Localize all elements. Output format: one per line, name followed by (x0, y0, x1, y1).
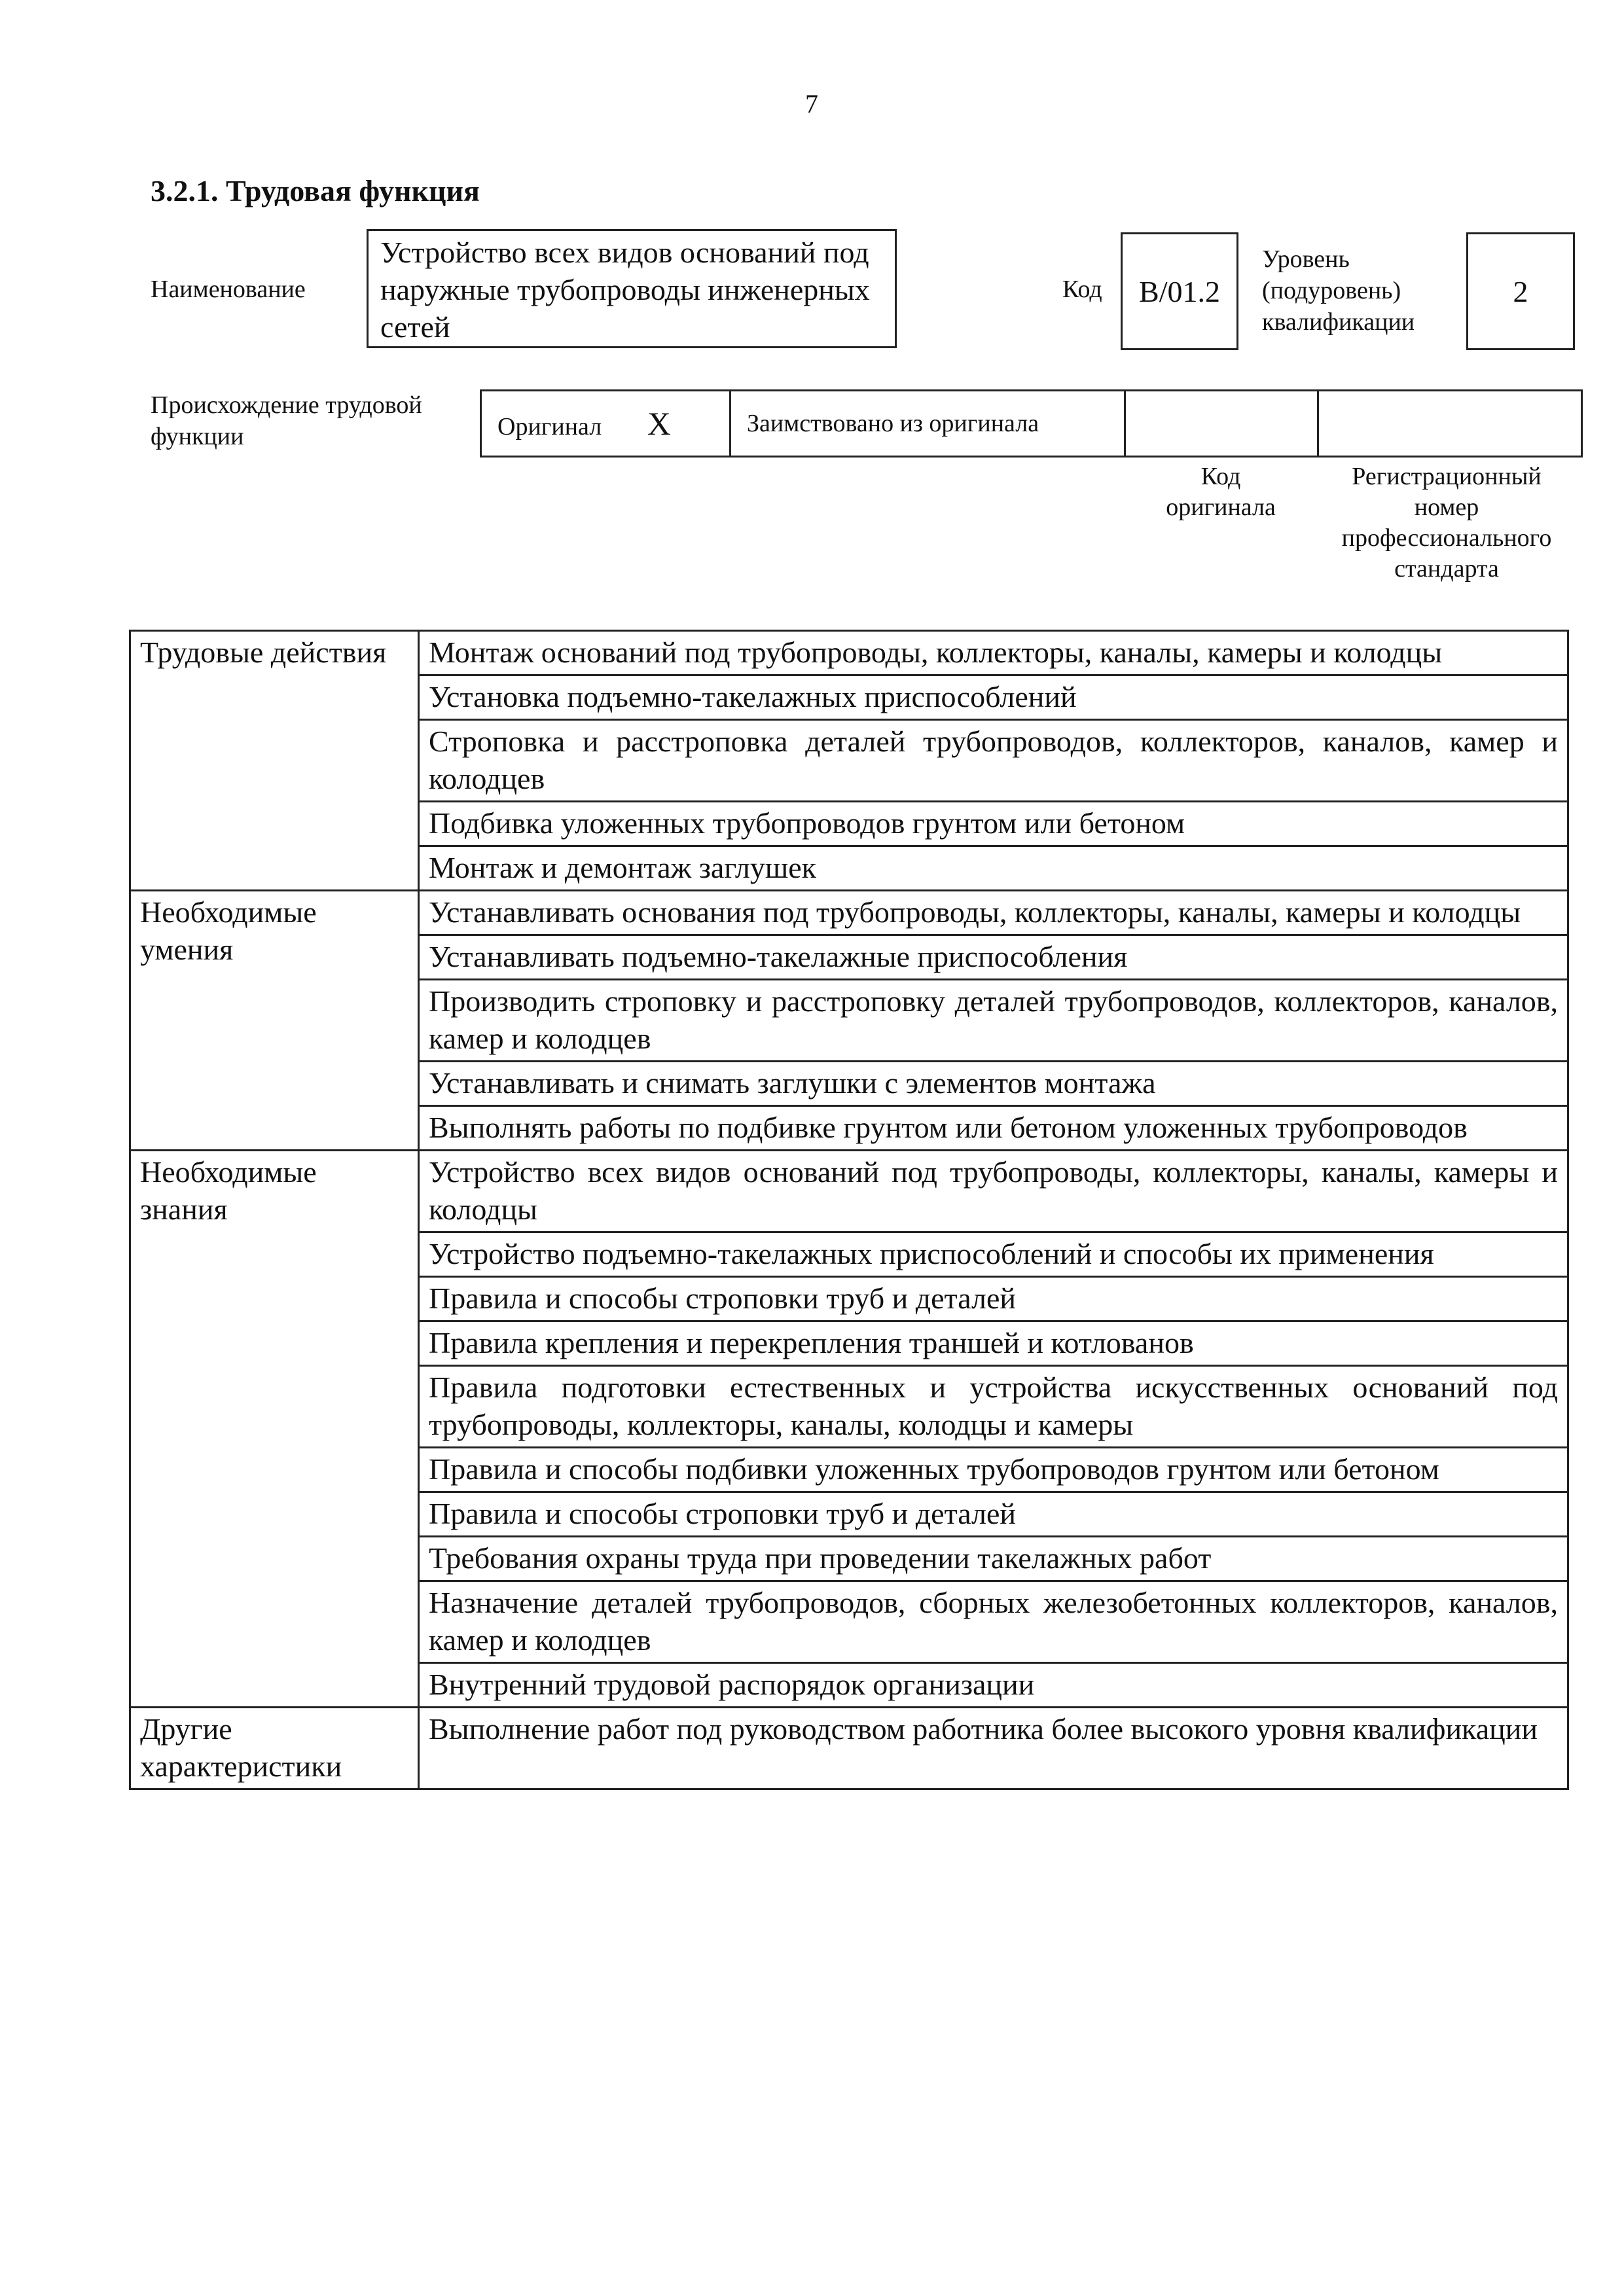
item-cell: Устанавливать основания под трубопроводы, коллекторы, каналы, камеры и колодцы (419, 891, 1568, 935)
item-cell: Правила и способы строповки труб и деталей (419, 1492, 1568, 1537)
level-label-line1: Уровень (1262, 245, 1350, 273)
item-cell: Правила и способы строповки труб и деталей (419, 1277, 1568, 1321)
original-label: Оригинал (497, 413, 602, 440)
item-cell: Внутренний трудовой распорядок организации (419, 1663, 1568, 1708)
table-row (130, 1151, 1568, 1232)
origin-table (480, 389, 1583, 457)
original-code-cell (1125, 391, 1318, 457)
original-mark: X (647, 405, 671, 442)
level-label-line3: квалификации (1262, 308, 1415, 336)
labor-function-table (129, 630, 1569, 1790)
item-cell: Устанавливать и снимать заглушки с элементов монтажа (419, 1062, 1568, 1106)
item-cell: Устройство подъемно-такелажных приспособлений и способы их применения (419, 1232, 1568, 1277)
function-code-box (1121, 232, 1238, 350)
function-name-box: Устройство всех видов оснований под наружные трубопроводы инженерных сетей (367, 229, 897, 348)
item-cell: Монтаж оснований под трубопроводы, коллекторы, каналы, камеры и колодцы (419, 631, 1568, 675)
item-cell: Выполнять работы по подбивке грунтом или бетоном уложенных трубопроводов (419, 1106, 1568, 1151)
category-cell: Трудовые действия (130, 631, 419, 891)
name-label: Наименование (151, 276, 306, 303)
reg-caption-line4: стандарта (1394, 555, 1499, 583)
origin-label (151, 389, 422, 452)
qualification-level-value: 2 (1513, 274, 1528, 308)
borrowed-label: Заимствовано из оригинала (731, 391, 1125, 457)
registration-number-caption (1316, 461, 1578, 584)
code-caption-line1: Код (1200, 463, 1241, 490)
code-label: Код (1062, 276, 1102, 303)
item-cell: Производить строповку и расстроповку деталей трубопроводов, коллекторов, каналов, камер и колодцев (419, 980, 1568, 1062)
qualification-level-box (1466, 232, 1575, 350)
item-cell: Правила подготовки естественных и устройства искусственных оснований под трубопроводы, коллекторы, каналы, колодцы и камеры (419, 1366, 1568, 1448)
category-cell: Другие характеристики (130, 1708, 419, 1789)
original-code-caption (1126, 461, 1316, 523)
table-row (130, 1708, 1568, 1789)
page-number: 7 (805, 89, 818, 118)
category-cell: Необходимые знания (130, 1151, 419, 1708)
item-cell: Монтаж и демонтаж заглушек (419, 846, 1568, 891)
reg-caption-line1: Регистрационный (1352, 463, 1542, 490)
item-cell: Правила крепления и перекрепления траншей и котлованов (419, 1321, 1568, 1366)
item-cell: Строповка и расстроповка деталей трубопроводов, коллекторов, каналов, камер и колодцев (419, 720, 1568, 802)
reg-caption-line2: номер (1414, 493, 1479, 521)
registration-number-cell (1318, 391, 1582, 457)
item-cell: Назначение деталей трубопроводов, сборных железобетонных коллекторов, каналов, камер и колодцев (419, 1581, 1568, 1663)
table-row (130, 631, 1568, 675)
table-row (130, 891, 1568, 935)
level-label (1262, 243, 1415, 338)
section-title: 3.2.1. Трудовая функция (151, 174, 480, 207)
level-label-line2: (подуровень) (1262, 277, 1401, 304)
item-cell: Установка подъемно-такелажных приспособлений (419, 675, 1568, 720)
code-caption-line2: оригинала (1166, 493, 1276, 521)
item-cell: Подбивка уложенных трубопроводов грунтом или бетоном (419, 802, 1568, 846)
item-cell: Устанавливать подъемно-такелажные приспособления (419, 935, 1568, 980)
item-cell: Правила и способы подбивки уложенных трубопроводов грунтом или бетоном (419, 1448, 1568, 1492)
category-cell: Необходимые умения (130, 891, 419, 1151)
item-cell: Выполнение работ под руководством работника более высокого уровня квалификации (419, 1708, 1568, 1789)
function-code-value: В/01.2 (1139, 274, 1220, 308)
item-cell: Устройство всех видов оснований под трубопроводы, коллекторы, каналы, камеры и колодцы (419, 1151, 1568, 1232)
item-cell: Требования охраны труда при проведении такелажных работ (419, 1537, 1568, 1581)
origin-original-cell (481, 391, 731, 457)
origin-label-line2: функции (151, 423, 244, 450)
reg-caption-line3: профессионального (1341, 524, 1552, 552)
origin-label-line1: Происхождение трудовой (151, 391, 422, 419)
